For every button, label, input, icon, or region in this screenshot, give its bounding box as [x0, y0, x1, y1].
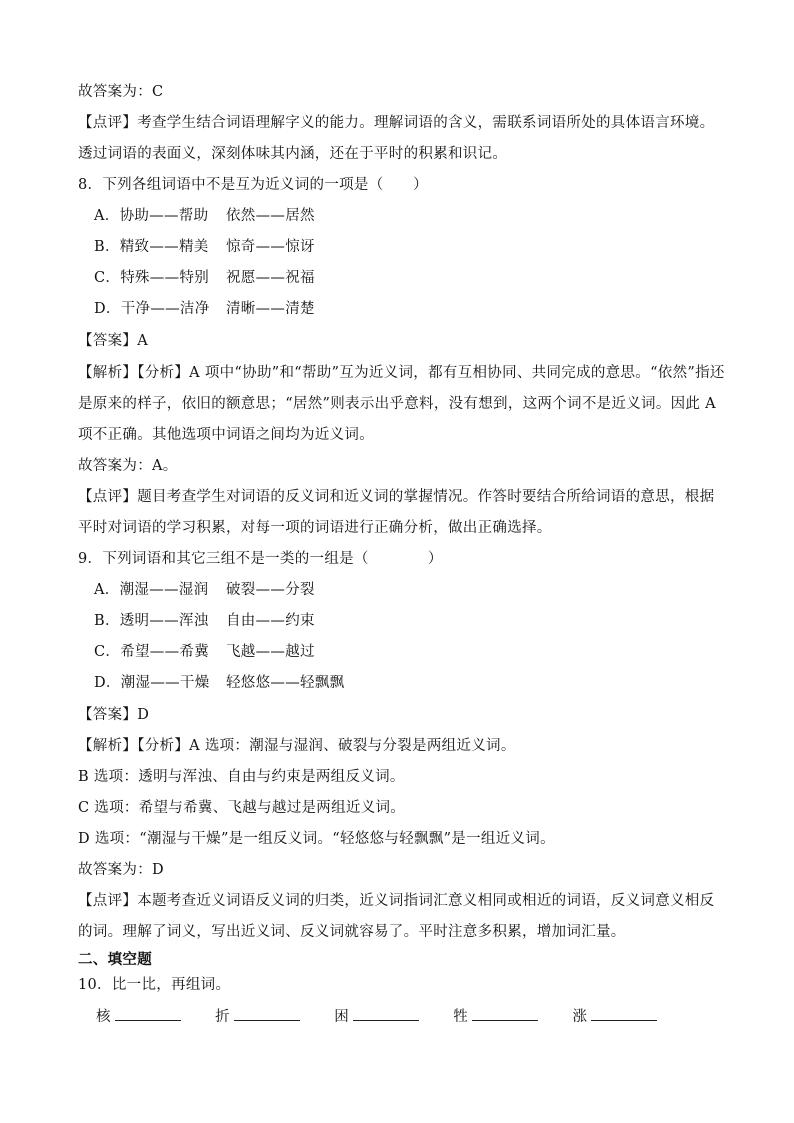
- q9-option-b: B．透明——浑浊 自由——约束: [94, 613, 315, 629]
- q8-option-a: A．协助——帮助 依然——居然: [94, 208, 315, 224]
- comment-q8-line1: 【点评】题目考查学生对词语的反义词和近义词的掌握情况。作答时要结合所给词语的意思，根据: [78, 489, 715, 505]
- question-9: 9．下列词语和其它三组不是一类的一组是（ ）: [78, 551, 443, 567]
- q10-item-4: 牲: [453, 1006, 538, 1027]
- q9-option-c: C．希望——希冀 飞越——越过: [94, 644, 315, 660]
- q8-option-c: C．特殊——特别 祝愿——祝福: [94, 270, 315, 286]
- analysis-q8-line2: 是原来的样子，依旧的额意思；“居然”则表示出乎意料，没有想到，这两个词不是近义词。因此 A: [78, 396, 716, 412]
- comment-q9-line2: 的词。理解了词义，写出近义词、反义词就容易了。平时注意多积累，增加词汇量。: [78, 924, 626, 940]
- q10-item-1: 核: [96, 1006, 181, 1027]
- q10-blank-3[interactable]: [353, 1006, 419, 1021]
- analysis-q9-line4: D 选项：“潮湿与干燥”是一组反义词。“轻悠悠与轻飘飘”是一组近义词。: [78, 831, 555, 847]
- analysis-q9-line1: 【解析】【分析】A 选项：潮湿与湿润、破裂与分裂是两组近义词。: [78, 738, 516, 754]
- comment-q7-line1: 【点评】考查学生结合词语理解字义的能力。理解词语的含义，需联系词语所处的具体语言环境。: [78, 115, 715, 131]
- q10-item-3: 困: [334, 1006, 419, 1027]
- final-answer-q9: 故答案为：D: [78, 862, 164, 878]
- answer-q8: 【答案】A: [78, 333, 148, 349]
- comment-q9-line1: 【点评】本题考查近义词语反义词的归类，近义词指词汇意义相同或相近的词语，反义词意义相反: [78, 893, 715, 909]
- q8-option-b: B．精致——精美 惊奇——惊讶: [94, 239, 315, 255]
- q10-blank-2[interactable]: [234, 1006, 300, 1021]
- q10-blank-5[interactable]: [591, 1006, 657, 1021]
- q10-item-5: 涨: [572, 1006, 657, 1027]
- q10-item-2: 折: [215, 1006, 300, 1027]
- q10-blank-4[interactable]: [472, 1006, 538, 1021]
- analysis-q8-line1: 【解析】【分析】A 项中“协助”和“帮助”互为近义词，都有互相协同、共同完成的意思。“依然”指还: [78, 365, 725, 381]
- q9-option-a: A．潮湿——湿润 破裂——分裂: [94, 582, 315, 598]
- question-8: 8．下列各组词语中不是互为近义词的一项是（ ）: [78, 177, 428, 193]
- question-10: 10．比一比，再组词。: [78, 977, 231, 993]
- q9-option-d: D．潮湿——干燥 轻悠悠——轻飘飘: [94, 675, 345, 691]
- q10-fill-row: [96, 1006, 687, 1027]
- section-heading-fill-in: 二、填空题: [78, 951, 152, 968]
- answer-q9: 【答案】D: [78, 707, 150, 723]
- analysis-q8-line3: 项不正确。其他选项中词语之间均为近义词。: [78, 427, 374, 443]
- comment-q8-line2: 平时对词语的学习积累，对每一项的词语进行正确分析，做出正确选择。: [78, 520, 552, 536]
- analysis-q9-line3: C 选项：希望与希冀、飞越与越过是两组近义词。: [78, 800, 406, 816]
- final-answer-q8: 故答案为：A。: [78, 458, 178, 474]
- q8-option-d: D．干净——洁净 清晰——清楚: [94, 301, 315, 317]
- answer-q7: 故答案为：C: [78, 84, 164, 100]
- analysis-q9-line2: B 选项：透明与浑浊、自由与约束是两组反义词。: [78, 769, 405, 785]
- comment-q7-line2: 透过词语的表面义，深刻体味其内涵，还在于平时的积累和识记。: [78, 146, 508, 162]
- q10-blank-1[interactable]: [115, 1006, 181, 1021]
